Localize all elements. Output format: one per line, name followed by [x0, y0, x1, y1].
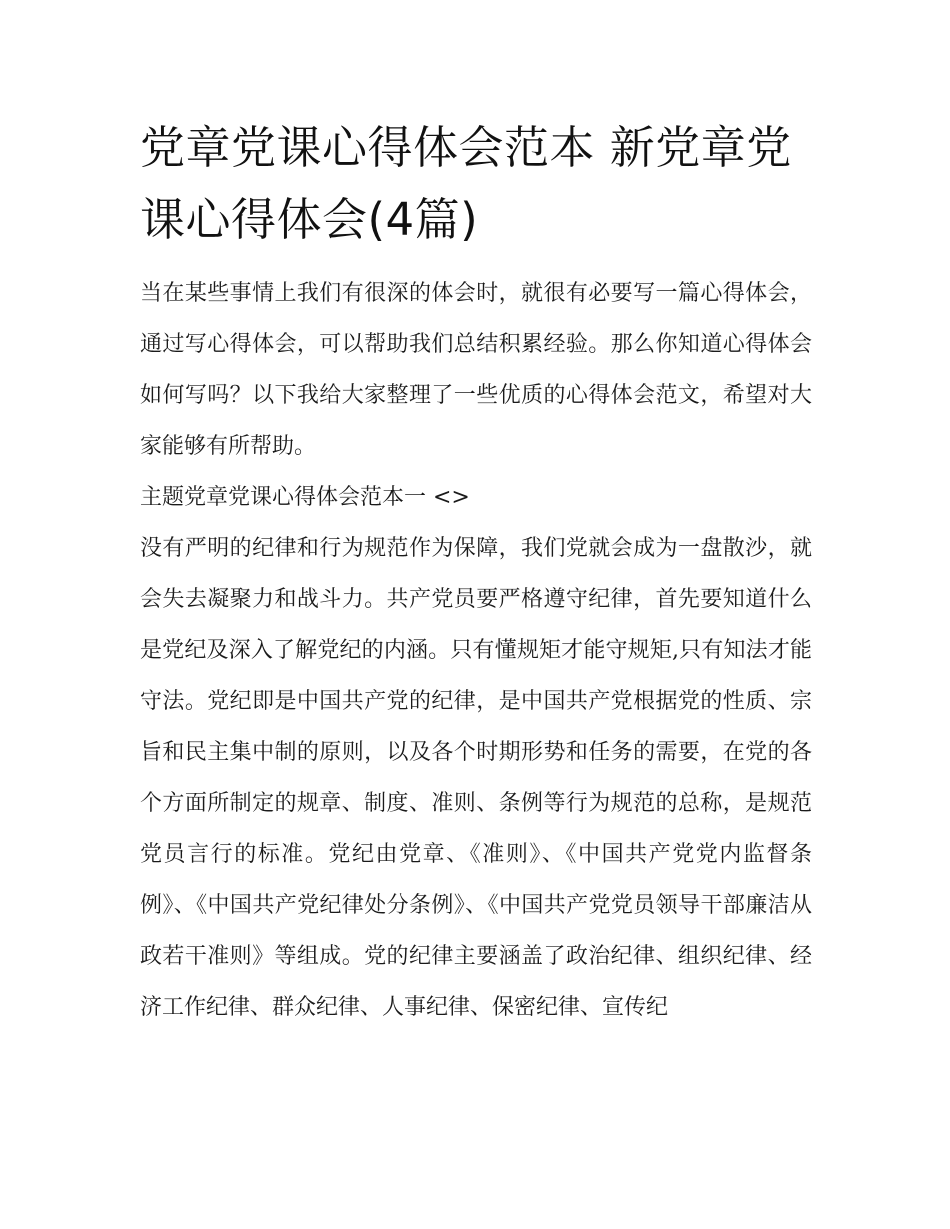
document-page [140, 112, 812, 1033]
section-heading: 主题党章党课心得体会范本一 <> [140, 485, 470, 510]
document-title: 党章党课心得体会范本 新党章党课心得体会(4篇) [140, 121, 792, 246]
body-paragraph: 没有严明的纪律和行为规范作为保障，我们党就会成为一盘散沙，就会失去凝聚力和战斗力。共产党员要严格遵守纪律，首先要知道什么是党纪及深入了解党纪的内涵。只有懂规矩才能守规矩,只有知法才能守法。党纪即是中国共产党的纪律，是中国共产党根据党的性质、宗旨和民主集中制的原则，以及各个时期形势和任务的需要，在党的各个方面所制定的规章、制度、准则、条例等行为规范的总称，是规范党员言行的标准。党纪由党章、《准则》、《中国共产党党内监督条例》、《中国共产党纪律处分条例》、《中国共产党党员领导干部廉洁从政若干准则》等组成。党的纪律主要涵盖了政治纪律、组织纪律、经济工作纪律、群众纪律、人事纪律、保密纪律、宣传纪 [140, 536, 812, 1020]
document-body [140, 268, 812, 1033]
intro-paragraph: 当在某些事情上我们有很深的体会时，就很有必要写一篇心得体会，通过写心得体会，可以帮助我们总结积累经验。那么你知道心得体会如何写吗？以下我给大家整理了一些优质的心得体会范文，希望对大家能够有所帮助。 [140, 281, 812, 459]
